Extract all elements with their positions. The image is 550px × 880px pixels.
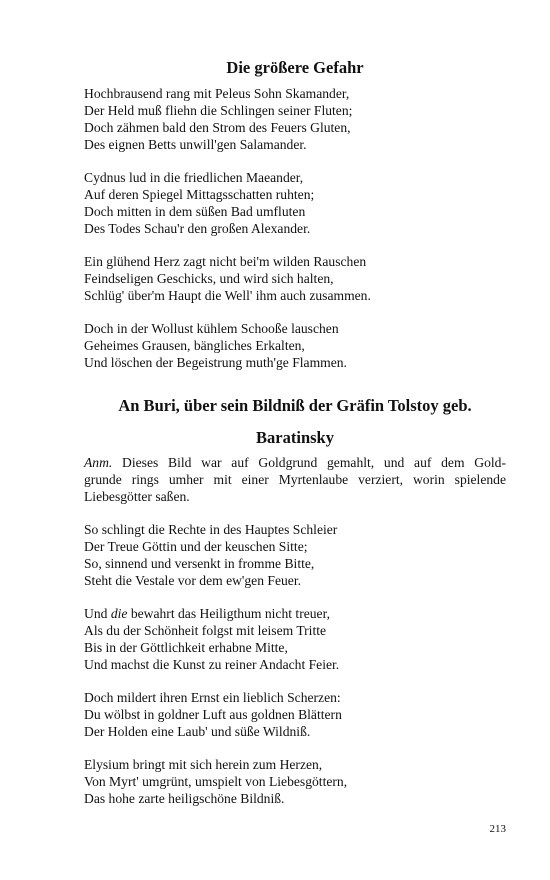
verse-line: Cydnus lud in die friedlichen Maeander, bbox=[84, 170, 304, 185]
verse-line: Du wölbst in goldner Luft aus goldnen Blättern bbox=[84, 707, 342, 722]
note-line: Liebesgötter saßen. bbox=[84, 489, 190, 504]
verse-line: Schlüg' über'm Haupt die Well' ihm auch zusammen. bbox=[84, 288, 371, 303]
poem2-stanza-2 bbox=[84, 605, 506, 673]
verse-line: Geheimes Grausen, bängliches Erkalten, bbox=[84, 338, 305, 353]
poem-title: Die größere Gefahr bbox=[226, 58, 364, 77]
verse-line: Steht die Vestale vor dem ew'gen Feuer. bbox=[84, 573, 302, 588]
verse-line: Bis in der Göttlichkeit erhabne Mitte, bbox=[84, 640, 288, 655]
poem1-stanza-2 bbox=[84, 169, 506, 237]
page-number: 213 bbox=[489, 823, 506, 835]
verse-line: Und die bewahrt das Heiligthum nicht treuer, bbox=[84, 606, 330, 621]
verse-line: Hochbrausend rang mit Peleus Sohn Skamander, bbox=[84, 86, 350, 101]
verse-line: Doch mitten in dem süßen Bad umfluten bbox=[84, 204, 306, 219]
poem-subtitle: Baratinsky bbox=[256, 428, 334, 447]
verse-line: Als du der Schönheit folgst mit leisem Tritte bbox=[84, 623, 327, 638]
poem-title: An Buri, über sein Bildniß der Gräfin Tolstoy geb. bbox=[118, 396, 472, 415]
verse-line: Ein glühend Herz zagt nicht bei'm wilden Rauschen bbox=[84, 254, 367, 269]
verse-line: Der Held muß fliehn die Schlingen seiner Fluten; bbox=[84, 103, 353, 118]
poem1-stanza-3 bbox=[84, 253, 506, 304]
poem1-stanza-4 bbox=[84, 320, 506, 371]
verse-line: Doch in der Wollust kühlem Schooße lauschen bbox=[84, 321, 339, 336]
verse-line: Des eignen Betts unwill'gen Salamander. bbox=[84, 137, 307, 152]
verse-line: Des Todes Schau'r den großen Alexander. bbox=[84, 221, 311, 236]
verse-line: Der Treue Göttin und der keuschen Sitte; bbox=[84, 539, 308, 554]
poem2-stanza-4 bbox=[84, 756, 506, 807]
verse-line: Das hohe zarte heiligschöne Bildniß. bbox=[84, 791, 285, 806]
verse-line: Elysium bringt mit sich herein zum Herzen, bbox=[84, 757, 323, 772]
emphasis: die bbox=[110, 606, 128, 621]
note-line: Anm. Dieses Bild war auf Goldgrund gemahlt, und auf dem Gold- bbox=[84, 455, 506, 470]
poem2-stanza-1 bbox=[84, 521, 506, 589]
verse-line: So, sinnend und versenkt in fromme Bitte, bbox=[84, 556, 315, 571]
verse-line: Feindseligen Geschicks, und wird sich halten, bbox=[84, 271, 334, 286]
annotation-note bbox=[84, 454, 506, 505]
note-label: Anm. bbox=[84, 455, 113, 470]
note-line: grunde rings umher mit einer Myrtenlaube verziert, worin spielende bbox=[84, 472, 506, 487]
verse-line: Doch zähmen bald den Strom des Feuers Gluten, bbox=[84, 120, 351, 135]
poem1-stanza-1 bbox=[84, 85, 506, 153]
verse-line: Der Holden eine Laub' und süße Wildniß. bbox=[84, 724, 311, 739]
verse-line: Und machst die Kunst zu reiner Andacht Feier. bbox=[84, 657, 340, 672]
verse-line: So schlingt die Rechte in des Hauptes Schleier bbox=[84, 522, 338, 537]
verse-line: Doch mildert ihren Ernst ein lieblich Scherzen: bbox=[84, 690, 341, 705]
book-page bbox=[84, 0, 506, 880]
verse-line: Und löschen der Begeistrung muth'ge Flammen. bbox=[84, 355, 347, 370]
verse-line: Von Myrt' umgrünt, umspielt von Liebesgöttern, bbox=[84, 774, 348, 789]
verse-line: Auf deren Spiegel Mittagsschatten ruhten; bbox=[84, 187, 315, 202]
poem2-stanza-3 bbox=[84, 689, 506, 740]
